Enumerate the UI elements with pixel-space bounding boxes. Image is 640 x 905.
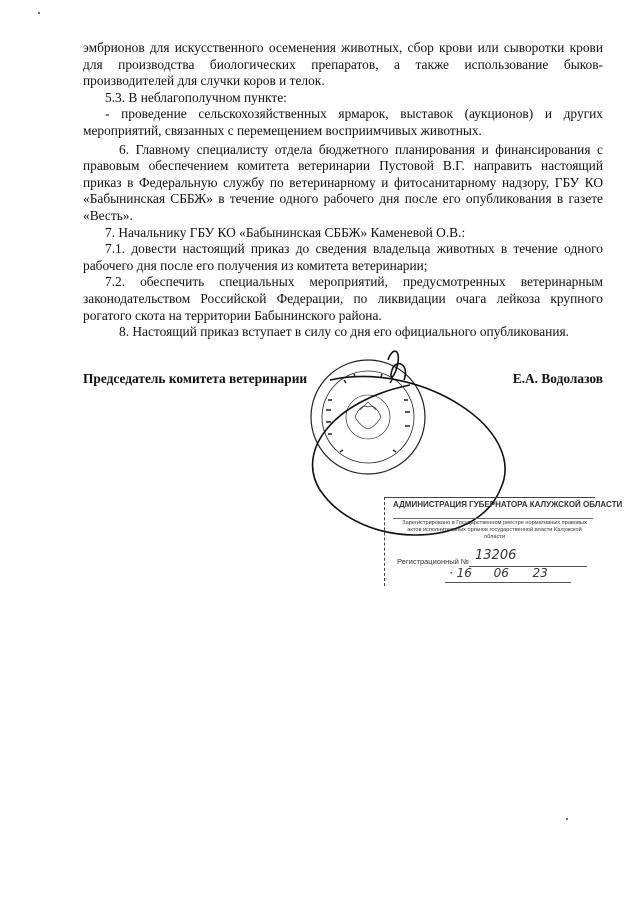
paragraph-7-1: 7.1. довести настоящий приказ до сведения владельца животных в течение одного рабочего дня после его получения из комитета ветеринарии; (83, 241, 603, 273)
signature-flourish (388, 351, 405, 380)
stamp-date-prefix: · (449, 566, 453, 580)
stamp-divider (393, 518, 593, 519)
paragraph-5-3: 5.3. В неблагополучном пункте: (105, 89, 287, 105)
signatory-position: Председатель комитета ветеринарии (83, 371, 308, 386)
paragraph-5-3-item: - проведение сельскохозяйственных ярмарок, выставок (аукционов) и других мероприятий, связанных с перемещением восприимчивых животных. (83, 106, 603, 138)
date-underline (445, 582, 571, 583)
stamp-date (449, 566, 548, 580)
paragraph-continuation: эмбрионов для искусственного осеменения животных, сбор крови или сыворотки крови для производства биологических препаратов, а также использование быков-производителей для случки коров и телок. (83, 40, 603, 89)
stamp-date-month: 06 (493, 566, 509, 580)
paragraph-8: 8. Настоящий приказ вступает в силу со дня его официального опубликования. (119, 324, 569, 340)
paragraph-7-2: 7.2. обеспечить специальных мероприятий, предусмотренных ветеринарным законодательством Российской Федерации, по ликвидации очага лейкоза крупного рогатого скота на территории Бабынинского района. (83, 274, 603, 323)
stamp-date-year: 23 (532, 566, 548, 580)
stamp-registration-label: Регистрационный № (397, 557, 469, 566)
paragraph-7: 7. Начальнику ГБУ КО «Бабынинская СББЖ» Каменевой О.В.: (105, 224, 466, 240)
stamp-note: Зарегистрировано в Государственном реестре нормативных правовых актов исполнительных органов государственной власти Калужской области (402, 520, 587, 540)
signatory-name: Е.А. Водолазов (512, 371, 603, 386)
registration-stamp (384, 497, 623, 586)
document-body (83, 40, 603, 341)
scan-speck (566, 818, 568, 820)
paragraph-6: 6. Главному специалисту отдела бюджетного планирования и финансирования с правовым обеспечением комитета ветеринарии Пустовой В.Г. направить настоящий приказ в Федеральную службу по ветеринарному и фитосанитарному надзору, ГБУ КО «Бабынинская СББЖ» в течение одного рабочего дня после его опубликования в газете «Весть». (83, 141, 603, 223)
scan-speck (38, 12, 40, 14)
stamp-organization: АДМИНИСТРАЦИЯ ГУБЕРНАТОРА КАЛУЖСКОЙ ОБЛАСТИ (393, 500, 623, 509)
stamp-date-day: 16 (456, 566, 472, 580)
stamp-registration-number: 13206 (475, 548, 517, 563)
